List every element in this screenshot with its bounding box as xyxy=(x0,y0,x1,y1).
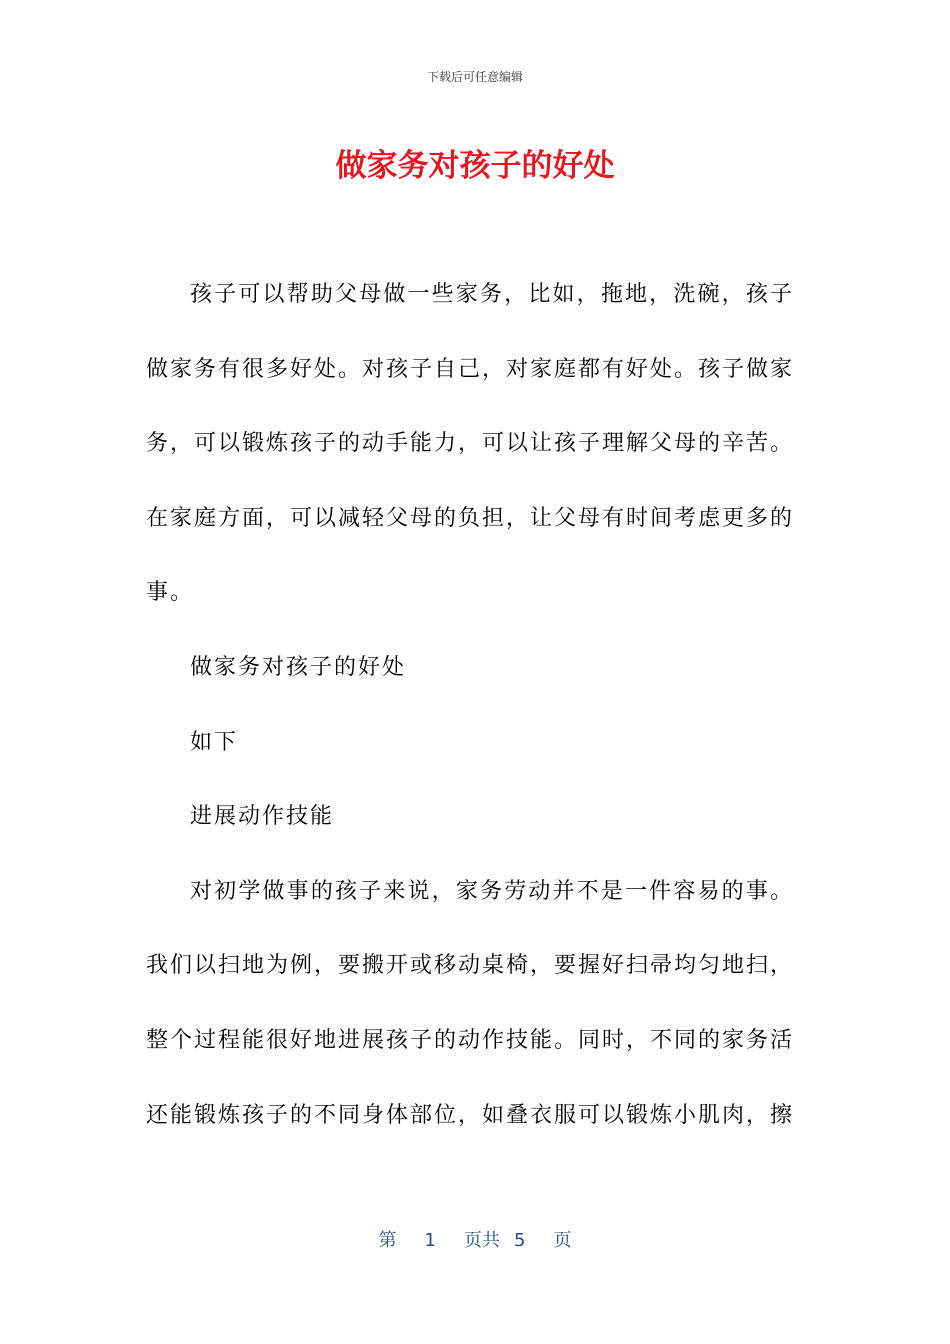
document-title: 做家务对孩子的好处 xyxy=(335,148,615,184)
header-note: 下载后可任意编辑 xyxy=(426,70,523,84)
paragraph-intro: 孩子可以帮助父母做一些家务，比如，拖地，洗碗，孩子做家务有很多好处。对孩子自己，对家庭都有好处。孩子做家务，可以锻炼孩子的动手能力，可以让孩子理解父母的辛苦。在家庭方面，可以减轻父母的负担，让父母有时间考虑更多的事。 xyxy=(146,282,795,606)
footer-total-suffix: 页 xyxy=(553,1230,572,1251)
footer-page-suffix: 页共 xyxy=(464,1230,500,1251)
paragraph-heading-benefits: 做家务对孩子的好处 xyxy=(190,654,407,680)
footer-page-label: 第 xyxy=(378,1230,397,1251)
page-footer xyxy=(0,1226,950,1252)
footer-total-pages: 5 xyxy=(514,1230,526,1251)
footer-current-page: 1 xyxy=(424,1230,436,1251)
document-body xyxy=(146,258,794,1153)
paragraph-subheading-motor-skills: 进展动作技能 xyxy=(190,804,335,830)
paragraph-as-follows: 如下 xyxy=(190,729,239,755)
paragraph-motor-skills-body: 对初学做事的孩子来说，家务劳动并不是一件容易的事。我们以扫地为例，要搬开或移动桌椅，要握好扫帚均匀地扫，整个过程能很好地进展孩子的动作技能。同时，不同的家务活还能锻炼孩子的不同身体部位，如叠衣服可以锻炼小肌肉，擦 xyxy=(146,878,795,1128)
